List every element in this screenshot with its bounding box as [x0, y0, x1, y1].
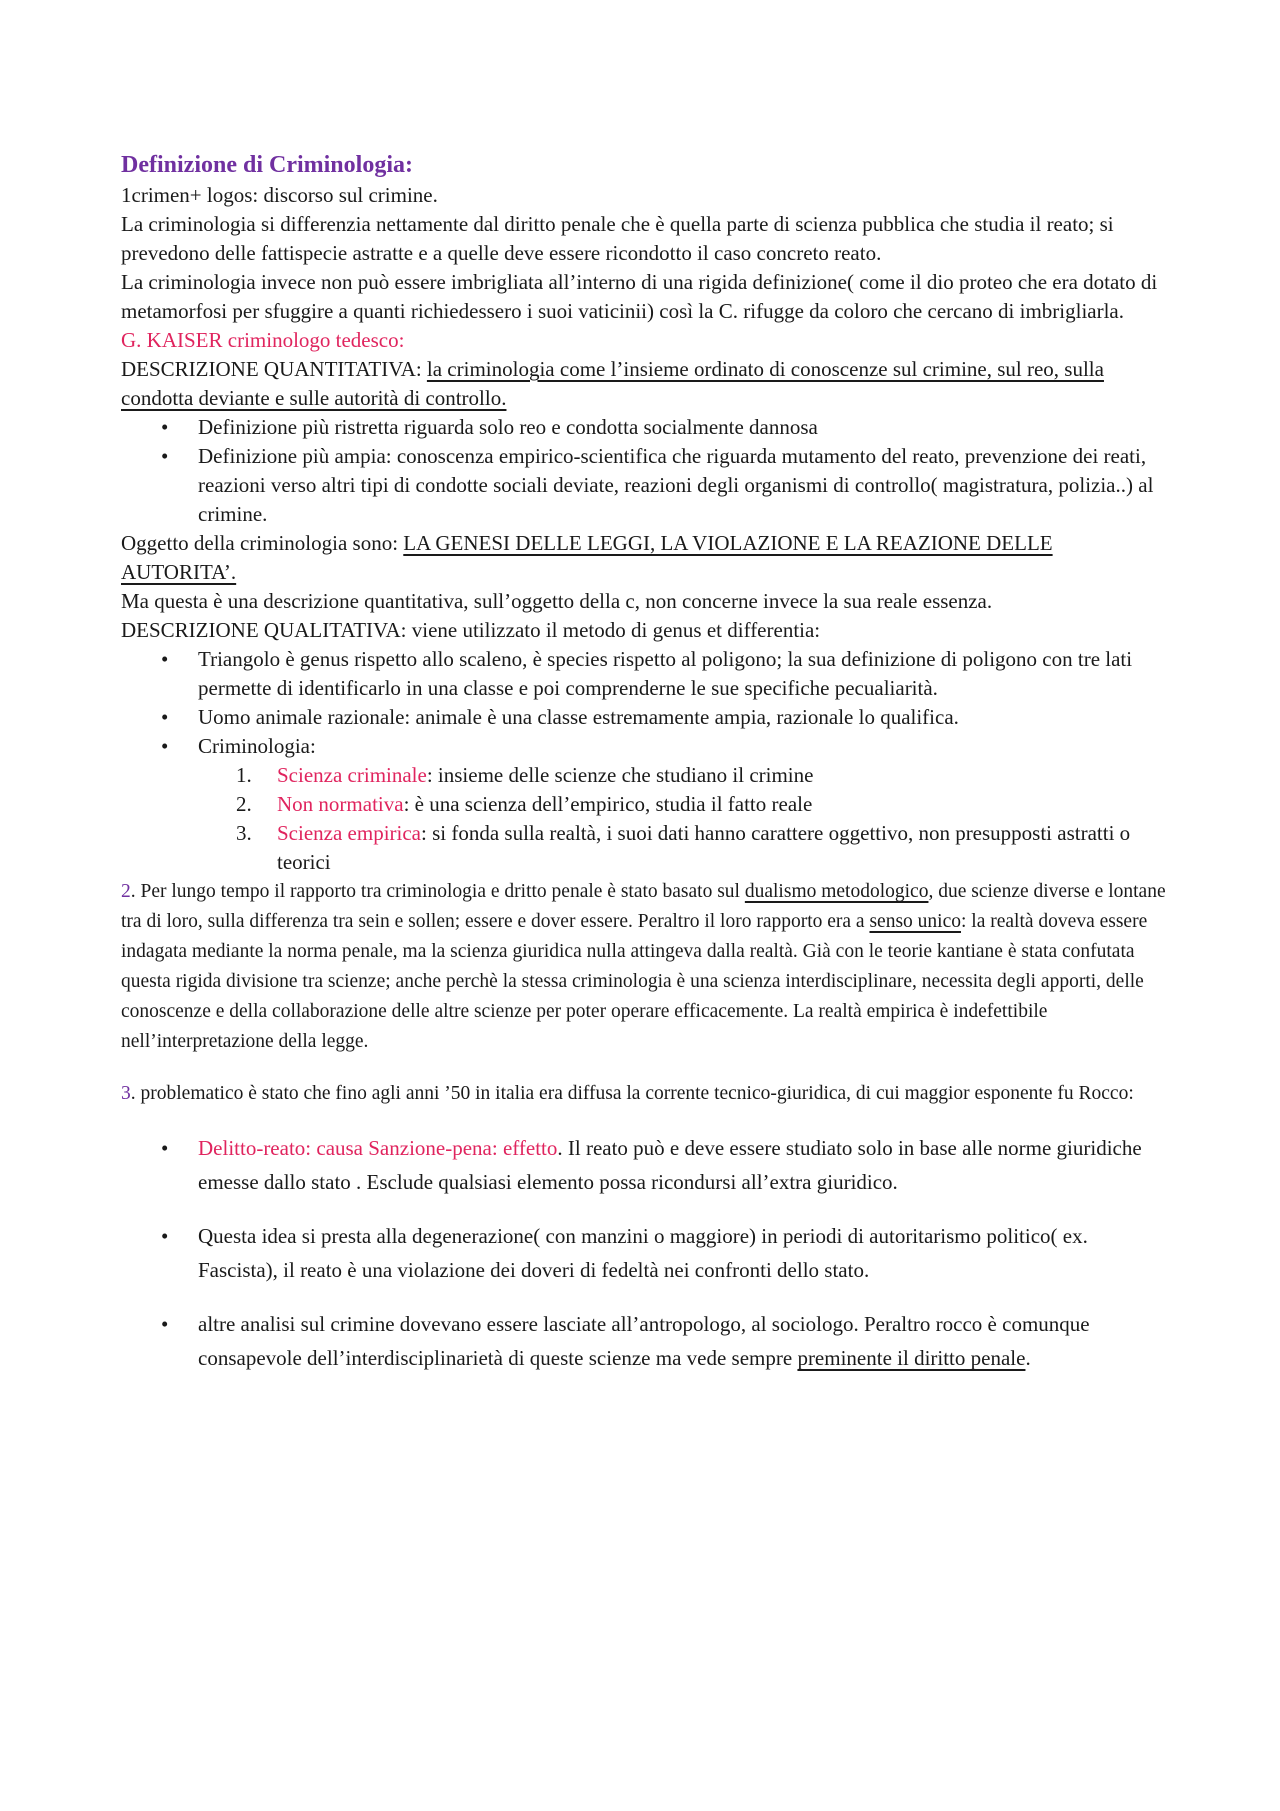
list-item — [121, 1131, 1171, 1199]
list-number: 1. — [236, 763, 252, 787]
oggetto-label: Oggetto della criminologia sono: — [121, 531, 404, 555]
list-item: • Questa idea si presta alla degenerazione( con manzini o maggiore) in periodi di autoritarismo politico( ex. Fascista), il reato è una violazione dei doveri di fedeltà nei confronti dello stato. — [121, 1219, 1171, 1287]
causa-effetto-term: Delitto-reato: causa Sanzione-pena: effetto — [198, 1136, 558, 1160]
section-text: , due scienze diverse e lontane tra di loro, sulla differenza tra sein e sollen; essere e dover essere. Peraltro il loro rapporto era a — [121, 881, 1166, 932]
paragraph-essenza: Ma questa è una descrizione quantitativa, sull’oggetto della c, non concerne invece la sua reale essenza. — [121, 589, 993, 613]
list-text: : si fonda sulla realtà, i suoi dati hanno carattere oggettivo, non presupposti astratti o teorici — [277, 821, 1131, 874]
spacer — [121, 1109, 1171, 1131]
list-item — [121, 1307, 1171, 1375]
kaiser-heading: G. KAISER criminologo tedesco: — [121, 328, 405, 352]
bullet-list-rocco — [121, 1131, 1171, 1375]
document-page — [121, 150, 1171, 1395]
section-number: 2 — [121, 881, 131, 902]
list-term: Scienza empirica — [277, 821, 422, 845]
section-text: . problematico è stato che fino agli anni ’50 in italia era diffusa la corrente tecnico-giuridica, di cui maggior esponente fu Rocco: — [130, 1083, 1134, 1104]
paragraph-diritto-penale: La criminologia si differenzia nettamente dal diritto penale che è quella parte di scienza pubblica che studia il reato; si prevedono delle fattispecie astratte e a quelle deve essere ricondotto il caso concreto reato. — [121, 212, 1114, 265]
paragraph-proteo: La criminologia invece non può essere imbrigliata all’interno di una rigida definizione( come il dio proteo che era dotato di metamorfosi per sfuggire a quanti richiedessero i suoi vaticinii) così la C. rifugge da coloro che cercano di imbrigliarla. — [121, 270, 1158, 323]
list-number: 2. — [236, 792, 252, 816]
list-item: • Definizione più ristretta riguarda solo reo e condotta socialmente dannosa — [121, 413, 1171, 442]
list-text: . Il reato può e deve essere studiato solo in base alle norme giuridiche emesse dallo stato . Esclude qualsiasi elemento possa ricondursi all’extra giuridico. — [198, 1136, 1142, 1194]
list-item — [121, 819, 1171, 877]
section-text: : la realtà doveva essere indagata mediante la norma penale, ma la scienza giuridica nulla attingeva dalla realtà. Già con le teorie kantiane è stata confutata questa rigida divisione tra scienze; anche perchè la stessa criminologia è una scienza interdisciplinare, necessita degli apporti, delle conoscenze e della collaborazione delle altre scienze per poter operare efficacemente. La realtà empirica è indefettibile nell’interpretazione della legge. — [121, 911, 1148, 1052]
paragraph-etymology: 1crimen+ logos: discorso sul crimine. — [121, 183, 438, 207]
paragraph-quantitative — [121, 355, 1171, 413]
list-number: 3. — [236, 821, 252, 845]
spacer — [121, 1057, 1171, 1079]
list-item — [121, 790, 1171, 819]
quantitative-definition: la criminologia come l’insieme ordinato di conoscenze sul crimine, sul reo, sulla condotta deviante e sulle autorità di controllo. — [121, 357, 1104, 410]
list-item: • Definizione più ampia: conoscenza empirico-scientifica che riguarda mutamento del reato, prevenzione dei reati, reazioni verso altri tipi di condotte sociali deviate, reazioni degli organismi di controllo( magistratura, polizia..) al crimine. — [121, 442, 1171, 529]
document-title: Definizione di Criminologia: — [121, 152, 413, 178]
list-term: Scienza criminale — [277, 763, 427, 787]
list-text: : insieme delle scienze che studiano il crimine — [426, 763, 814, 787]
section-3 — [121, 1079, 1171, 1109]
oggetto-definition: LA GENESI DELLE LEGGI, LA VIOLAZIONE E LA REAZIONE DELLE AUTORITA’. — [121, 531, 1053, 584]
list-text: : è una scienza dell’empirico, studia il fatto reale — [403, 792, 813, 816]
quantitative-label: DESCRIZIONE QUANTITATIVA: — [121, 357, 427, 381]
section-2 — [121, 877, 1171, 1057]
list-text: altre analisi sul crimine dovevano essere lasciate all’antropologo, al sociologo. Peraltro rocco è comunque consapevole dell’interdisciplinarietà di queste scienze ma vede sempre — [198, 1312, 1090, 1370]
section-number: 3 — [121, 1083, 131, 1104]
list-item: • Criminologia: — [121, 732, 1171, 761]
bullet-list-genus — [121, 645, 1171, 761]
underlined-term: preminente il diritto penale — [797, 1346, 1026, 1370]
paragraph-oggetto — [121, 529, 1171, 587]
bullet-list-definitions — [121, 413, 1171, 529]
list-item: • Uomo animale razionale: animale è una classe estremamente ampia, razionale lo qualifica. — [121, 703, 1171, 732]
numbered-list-criminologia — [121, 761, 1171, 877]
list-term: Non normativa — [277, 792, 404, 816]
list-item: • Triangolo è genus rispetto allo scaleno, è species rispetto al poligono; la sua definizione di poligono con tre lati permette di identificarlo in una classe e poi comprenderne le sue specifiche pecualiarità. — [121, 645, 1171, 703]
underlined-term: senso unico — [869, 911, 961, 932]
section-text: . Per lungo tempo il rapporto tra criminologia e dritto penale è stato basato sul — [130, 881, 745, 902]
list-item — [121, 761, 1171, 790]
list-text: . — [1025, 1346, 1031, 1370]
underlined-term: dualismo metodologico — [744, 881, 929, 902]
paragraph-qualitative: DESCRIZIONE QUALITATIVA: viene utilizzato il metodo di genus et differentia: — [121, 618, 821, 642]
